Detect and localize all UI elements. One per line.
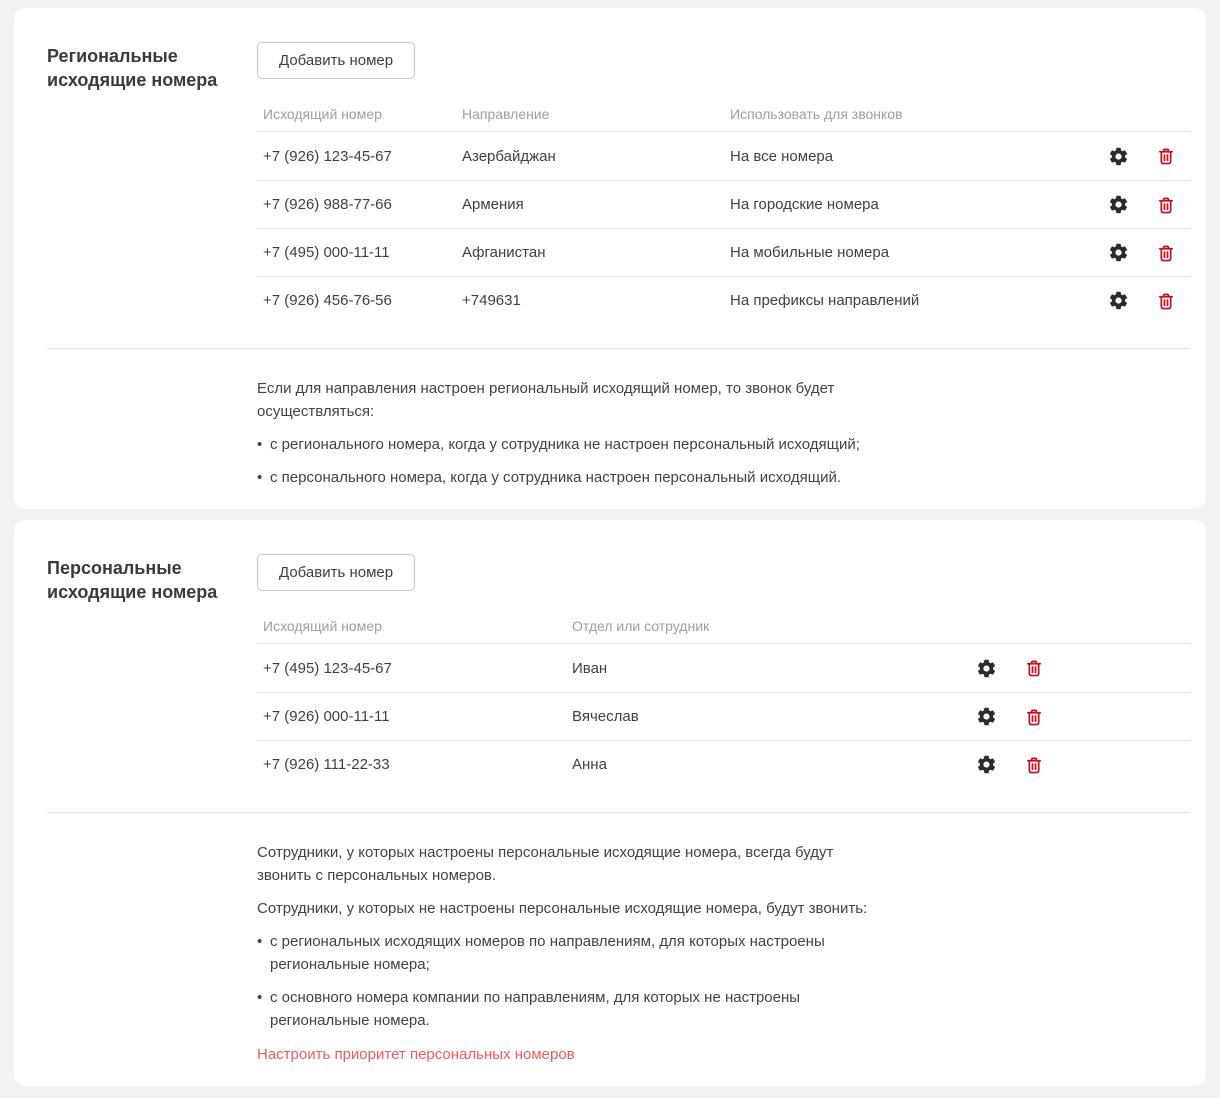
personal-note-p2: Сотрудники, у которых не настроены персональные исходящие номера, будут звонить: [257, 900, 868, 917]
regional-card-main [14, 8, 1206, 348]
delete-button[interactable] [1142, 132, 1190, 180]
regional-note-bullet: • с регионального номера, когда у сотрудника не настроен персональный исходящий; [257, 433, 872, 456]
settings-button[interactable] [962, 693, 1010, 741]
cell-direction: Азербайджан [462, 147, 556, 165]
regional-left-column [14, 8, 257, 348]
cell-usage: На префиксы направлений [730, 292, 920, 309]
regional-note [14, 349, 1206, 509]
trash-icon [1156, 243, 1176, 263]
gear-icon [1108, 290, 1129, 311]
column-header-department-or-employee: Отдел или сотрудник [572, 618, 710, 634]
delete-button[interactable] [1010, 644, 1058, 692]
cell-direction: Афганистан [462, 244, 546, 261]
personal-left-column [14, 520, 257, 812]
cell-usage: На мобильные номера [730, 244, 890, 261]
cell-outgoing-number: +7 (926) 123-45-67 [263, 147, 392, 165]
cell-outgoing-number: +7 (926) 000-11-11 [263, 708, 390, 725]
trash-icon [1156, 146, 1176, 166]
delete-button[interactable] [1142, 181, 1190, 229]
cell-usage: На все номера [730, 147, 834, 165]
trash-icon [1156, 195, 1176, 215]
gear-icon [976, 658, 997, 679]
regional-right-column [257, 8, 1206, 348]
table-row [257, 276, 1190, 324]
row-actions [962, 693, 1058, 741]
column-header-direction: Направление [462, 106, 550, 122]
delete-button[interactable] [1010, 741, 1058, 789]
settings-button[interactable] [962, 741, 1010, 789]
row-actions [962, 644, 1058, 692]
row-actions [1094, 229, 1190, 277]
table-row [257, 228, 1190, 276]
trash-icon [1156, 291, 1176, 311]
settings-button[interactable] [1094, 132, 1142, 180]
cell-owner: Вячеслав [572, 708, 639, 725]
personal-card-main [14, 520, 1206, 812]
personal-table-header [257, 591, 1190, 644]
column-header-usage: Использовать для звонков [730, 106, 903, 122]
trash-icon [1024, 755, 1044, 775]
cell-outgoing-number: +7 (495) 000-11-11 [263, 244, 390, 261]
settings-button[interactable] [1094, 229, 1142, 277]
personal-note-p1: Сотрудники, у которых настроены персональные исходящие номера, всегда будут звонить с персональных номеров. [257, 844, 834, 884]
priority-settings-link[interactable]: Настроить приоритет персональных номеров [257, 1046, 575, 1063]
row-actions [1094, 132, 1190, 180]
personal-note [14, 813, 1206, 1086]
personal-note-bullet: • с основного номера компании по направлениям, для которых не настроены региональные номера. [257, 986, 872, 1032]
cell-usage: На городские номера [730, 196, 879, 213]
row-actions [962, 741, 1058, 789]
regional-table-header [257, 79, 1190, 132]
settings-button[interactable] [1094, 181, 1142, 229]
cell-outgoing-number: +7 (495) 123-45-67 [263, 659, 392, 677]
trash-icon [1024, 707, 1044, 727]
cell-owner: Анна [572, 756, 607, 773]
table-row [257, 740, 1190, 788]
table-row [257, 644, 1190, 692]
delete-button[interactable] [1010, 693, 1058, 741]
table-row [257, 180, 1190, 228]
gear-icon [1108, 242, 1129, 263]
personal-add-number-button[interactable]: Добавить номер [257, 554, 415, 591]
gear-icon [1108, 194, 1129, 215]
cell-outgoing-number: +7 (926) 988-77-66 [263, 196, 392, 213]
row-actions [1094, 181, 1190, 229]
gear-icon [976, 754, 997, 775]
column-header-outgoing-number: Исходящий номер [263, 618, 382, 634]
regional-numbers-card [14, 8, 1206, 509]
personal-right-column [257, 520, 1206, 812]
regional-note-intro: Если для направления настроен региональный исходящий номер, то звонок будет осуществляться: [257, 380, 835, 420]
cell-direction: Армения [462, 196, 524, 213]
column-header-outgoing-number: Исходящий номер [263, 106, 382, 122]
cell-outgoing-number: +7 (926) 456-76-56 [263, 292, 392, 309]
personal-numbers-card [14, 520, 1206, 1086]
settings-button[interactable] [962, 644, 1010, 692]
gear-icon [976, 706, 997, 727]
table-row [257, 692, 1190, 740]
personal-numbers-table [257, 591, 1190, 788]
settings-button[interactable] [1094, 277, 1142, 325]
gear-icon [1108, 146, 1129, 167]
delete-button[interactable] [1142, 277, 1190, 325]
personal-note-bullet: • с региональных исходящих номеров по направлениям, для которых настроены региональные номера; [257, 930, 872, 976]
table-row [257, 132, 1190, 180]
cell-direction: +749631 [462, 292, 521, 309]
regional-note-bullet: • с персонального номера, когда у сотрудника настроен персональный исходящий. [257, 466, 872, 489]
regional-card-title: Региональные исходящие номера [47, 46, 218, 90]
trash-icon [1024, 658, 1044, 678]
personal-card-title: Персональные исходящие номера [47, 558, 218, 602]
row-actions [1094, 277, 1190, 325]
cell-outgoing-number: +7 (926) 111-22-33 [263, 756, 390, 773]
regional-numbers-table [257, 79, 1190, 324]
delete-button[interactable] [1142, 229, 1190, 277]
regional-add-number-button[interactable]: Добавить номер [257, 42, 415, 79]
cell-owner: Иван [572, 659, 608, 677]
